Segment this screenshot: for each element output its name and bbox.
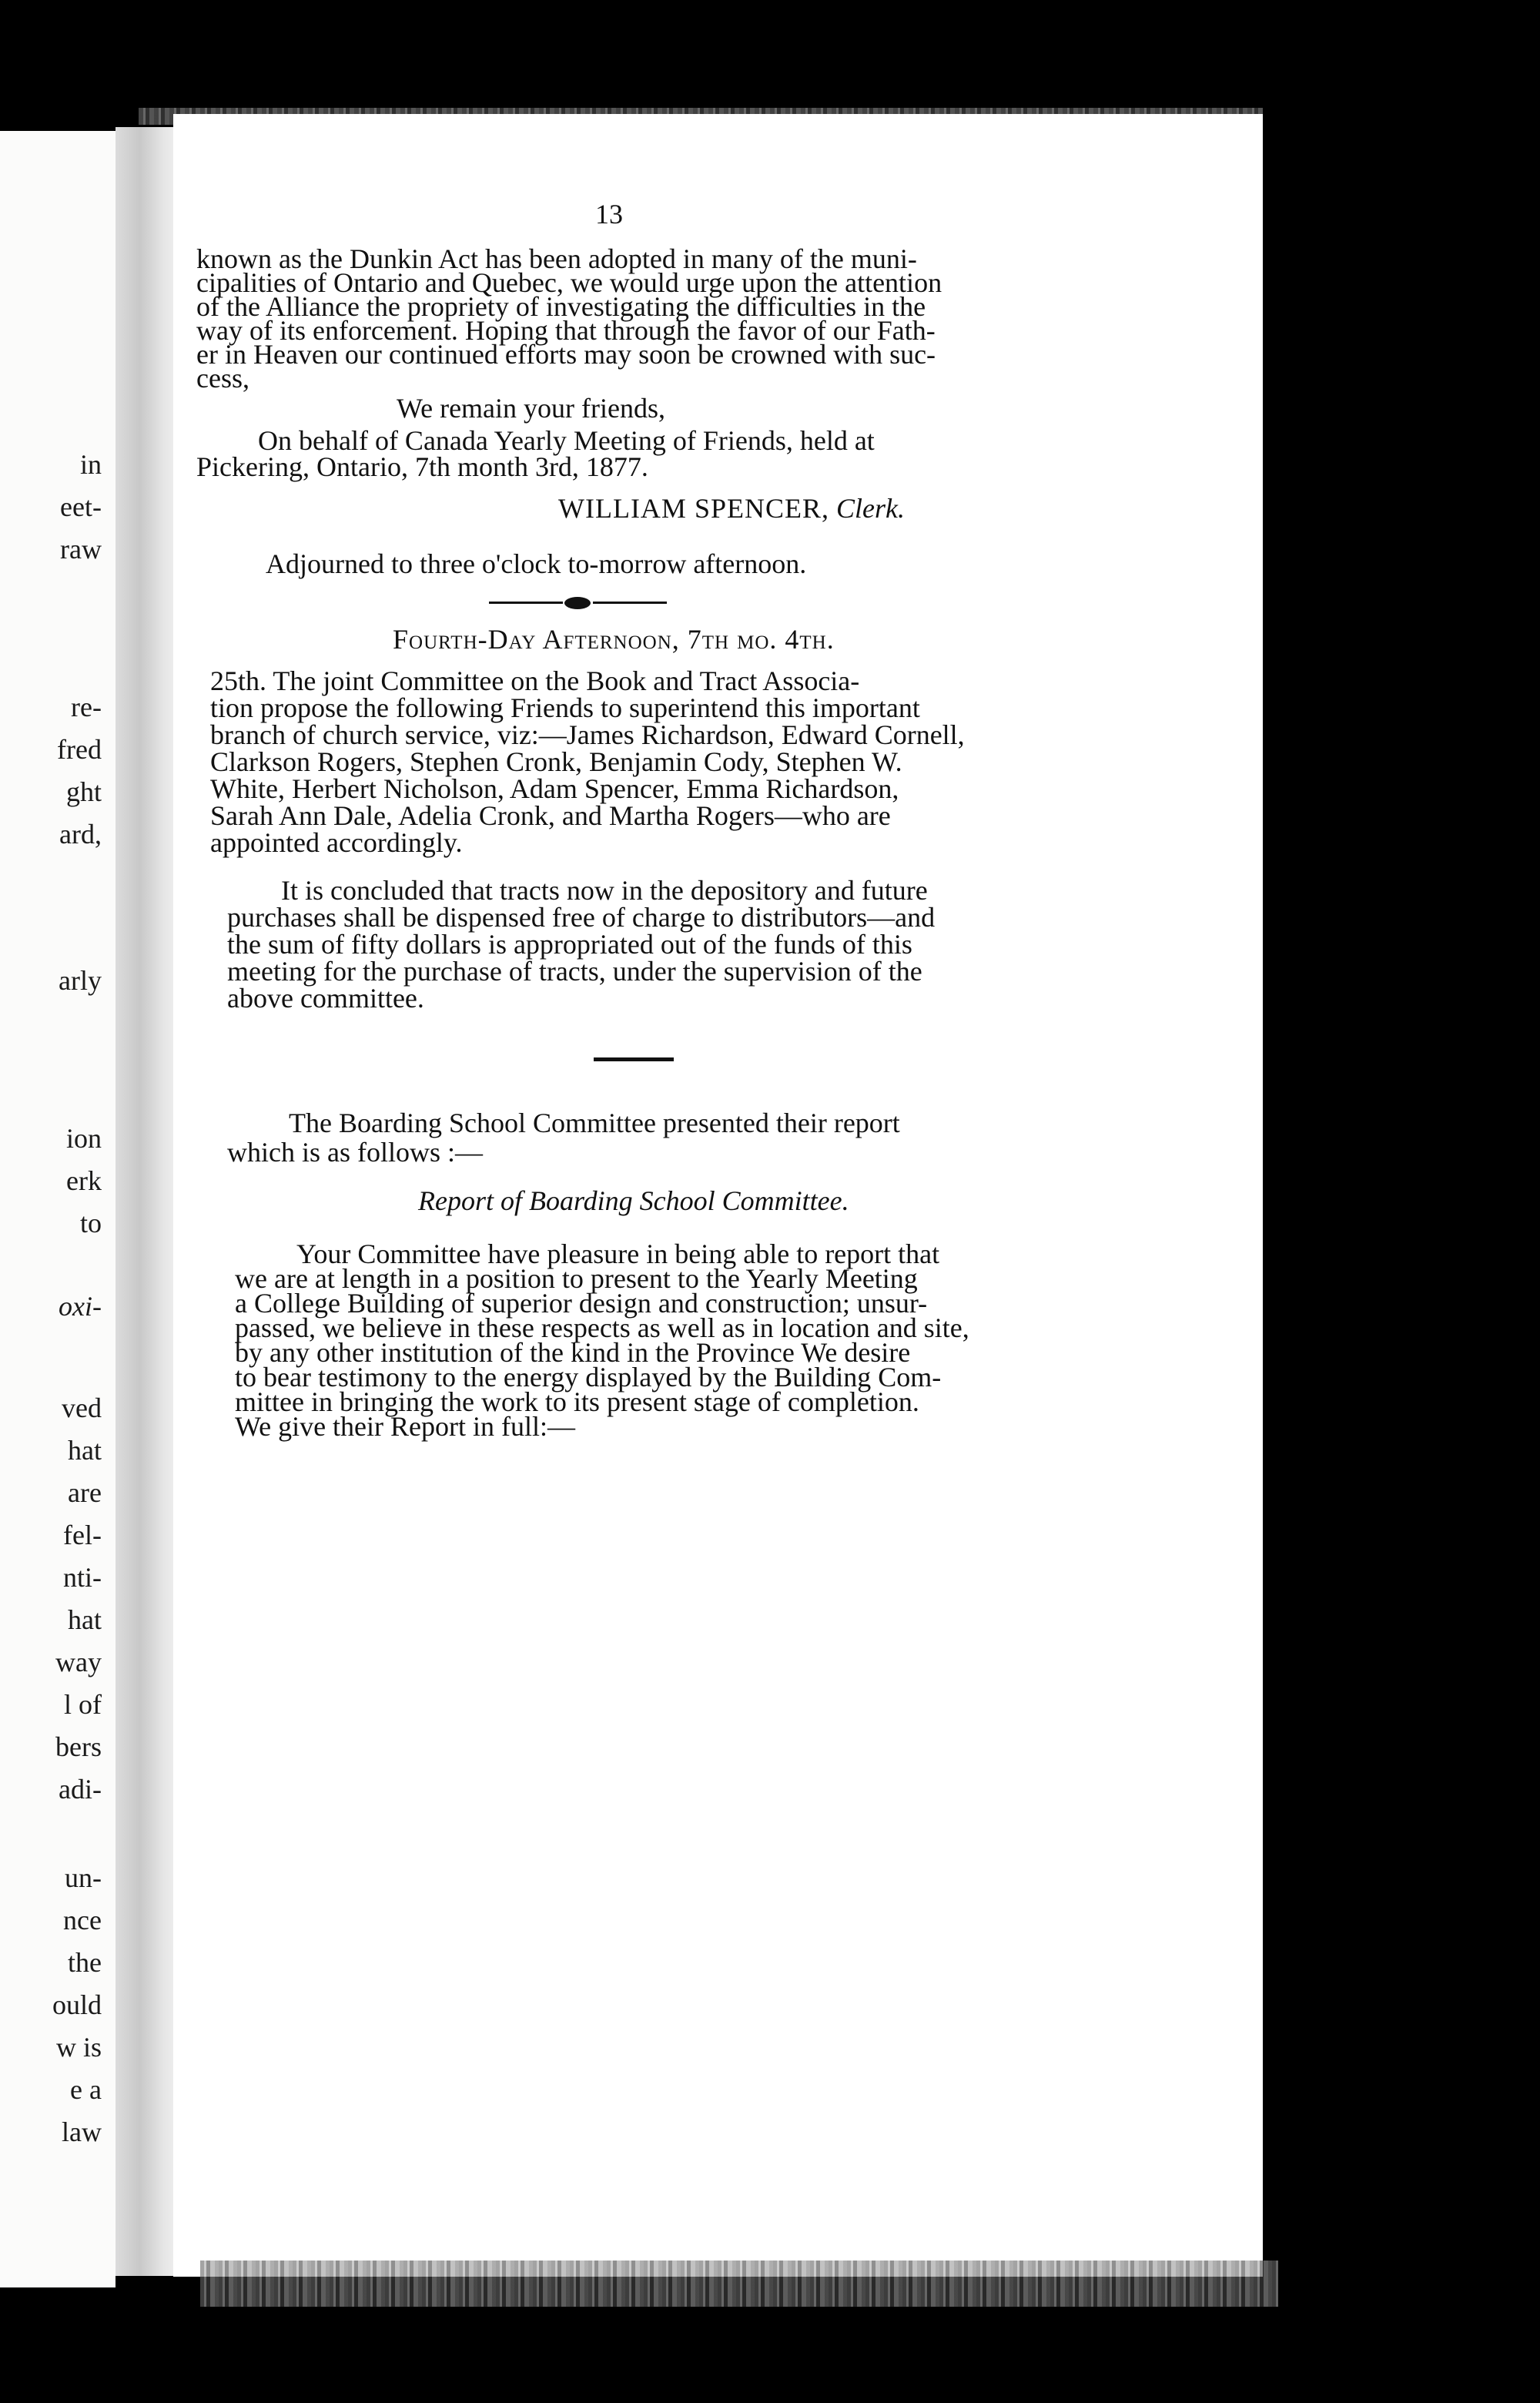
text-line: tion propose the following Friends to superintend this important — [210, 692, 920, 723]
signature-role: Clerk. — [836, 493, 905, 524]
text-line: passed, we believe in these respects as well as in location and site, — [235, 1312, 969, 1343]
letter-closing: We remain your friends, — [397, 393, 665, 424]
left-page-text-fragment: adi- — [59, 1774, 102, 1805]
ornament-rule-left — [489, 602, 563, 604]
signature — [558, 494, 905, 522]
text-line: mittee in bringing the work to its present stage of completion. — [235, 1386, 919, 1417]
section-divider — [594, 1057, 674, 1061]
ornament-rule-right — [593, 602, 667, 604]
left-page-text-fragment: hat — [68, 1435, 102, 1466]
left-page-text-fragment: l of — [64, 1689, 102, 1720]
left-page-text-fragment: way — [55, 1647, 102, 1677]
left-page-text-fragment: ould — [52, 1989, 102, 2020]
text-line: The Boarding School Committee presented their report — [289, 1108, 900, 1138]
text-line: by any other institution of the kind in the Province We desire — [235, 1337, 911, 1368]
text-line: the sum of fifty dollars is appropriated out of the funds of this — [227, 929, 912, 960]
session-heading: Fourth-Day Afternoon, 7th mo. 4th. — [393, 624, 835, 655]
left-page-text-fragment: w is — [55, 2032, 102, 2063]
left-page-text-fragment: raw — [60, 534, 102, 565]
left-page-text-fragment: ion — [65, 1123, 102, 1154]
text-line: a College Building of superior design and construction; unsur- — [235, 1288, 928, 1319]
text-line: way of its enforcement. Hoping that through the favor of our Fath- — [196, 315, 936, 346]
left-page-text-fragment: in — [79, 449, 102, 480]
text-line: cess, — [196, 363, 249, 394]
text-line: 25th. The joint Committee on the Book and Tract Associa- — [210, 665, 860, 696]
text-line: Pickering, Ontario, 7th month 3rd, 1877. — [196, 451, 648, 482]
left-page-text-fragment: re- — [71, 692, 102, 722]
text-line: er in Heaven our continued efforts may soon be crowned with suc- — [196, 339, 936, 370]
text-line: Clarkson Rogers, Stephen Cronk, Benjamin Cody, Stephen W. — [210, 746, 902, 777]
left-page-fragment — [0, 131, 116, 2287]
text-line: appointed accordingly. — [210, 827, 463, 858]
left-page-text-fragment: nti- — [63, 1562, 102, 1593]
text-line: It is concluded that tracts now in the depository and future — [281, 875, 928, 906]
text-line: Sarah Ann Dale, Adelia Cronk, and Martha Rogers—who are — [210, 800, 891, 831]
text-line: meeting for the purchase of tracts, under the supervision of the — [227, 956, 922, 987]
text-line: which is as follows :— — [227, 1137, 483, 1168]
text-line: Your Committee have pleasure in being able to report that — [296, 1238, 940, 1269]
text-line: We give their Report in full:— — [235, 1411, 576, 1442]
adjourned-note: Adjourned to three o'clock to-morrow afternoon. — [266, 548, 807, 579]
left-page-text-fragment: nce — [63, 1905, 102, 1935]
text-line: purchases shall be dispensed free of charge to distributors—and — [227, 902, 936, 933]
signature-name: WILLIAM SPENCER, — [558, 493, 829, 524]
left-page-text-fragment: law — [62, 2116, 102, 2147]
left-page-text-fragment: oxi- — [59, 1291, 102, 1322]
text-line: White, Herbert Nicholson, Adam Spencer, Emma Richardson, — [210, 773, 899, 804]
left-page-text-fragment: arly — [59, 965, 102, 996]
left-page-text-fragment: fred — [57, 734, 102, 765]
ornament-diamond — [564, 597, 591, 609]
text-line: cipalities of Ontario and Quebec, we would urge upon the attention — [196, 267, 942, 298]
page-number: 13 — [595, 199, 623, 230]
text-line: On behalf of Canada Yearly Meeting of Friends, held at — [258, 425, 875, 456]
left-page-text-fragment: bers — [55, 1731, 102, 1762]
text-line: branch of church service, viz:—James Richardson, Edward Cornell, — [210, 719, 965, 750]
text-line: we are at length in a position to present to the Yearly Meeting — [235, 1263, 918, 1294]
left-page-text-fragment: erk — [66, 1165, 102, 1196]
left-page-text-fragment: eet- — [60, 491, 102, 522]
text-line: to bear testimony to the energy displayed by the Building Com- — [235, 1362, 942, 1393]
left-page-text-fragment: the — [68, 1947, 102, 1978]
left-page-text-fragment: ard, — [59, 819, 102, 850]
left-page-text-fragment: are — [68, 1477, 102, 1508]
left-page-text-fragment: to — [79, 1208, 102, 1238]
left-page-text-fragment: ved — [62, 1393, 102, 1423]
left-page-text-fragment: hat — [68, 1604, 102, 1635]
left-page-text-fragment: e a — [70, 2074, 102, 2105]
report-heading: Report of Boarding School Committee. — [418, 1185, 849, 1216]
scan-bottom-edge — [200, 2261, 1278, 2307]
left-page-text-fragment: ght — [65, 776, 102, 807]
left-page-text-fragment: un- — [65, 1862, 102, 1893]
book-page — [173, 114, 1263, 2277]
text-line: above committee. — [227, 983, 424, 1014]
text-line: known as the Dunkin Act has been adopted in many of the muni- — [196, 243, 917, 274]
left-page-text-fragment: fel- — [63, 1520, 102, 1550]
text-line: of the Alliance the propriety of investigating the difficulties in the — [196, 291, 926, 322]
